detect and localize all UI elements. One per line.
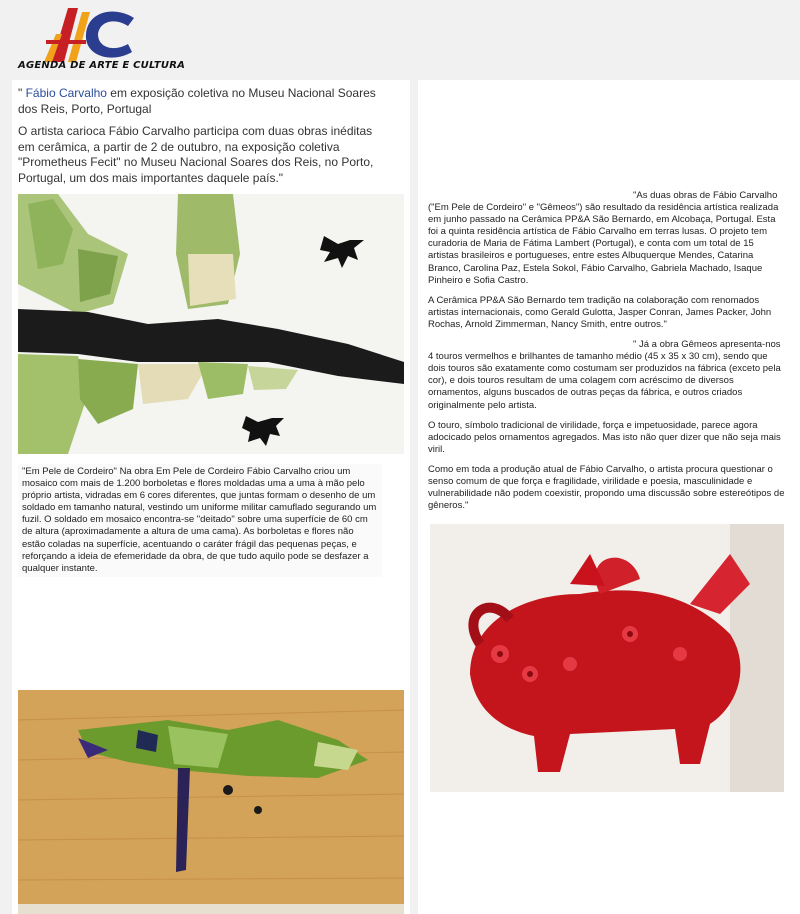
headline (18, 86, 392, 117)
artist-link[interactable]: Fábio Carvalho (25, 86, 107, 100)
gemeos-text: " Já a obra Gêmeos apresenta-nos 4 touros vermelhos e brilhantes de tamanho médio (45 x 35 x 30 cm), sendo que dois touros são exatamente como costumam ser produzidos na fábrica (exceto pela cor), e dois touros resultam de uma colagem com acréscimo de diversos ornamentos, alguns buscados de outras peças da fábrica, e outros criados originalmente pelo artista. (428, 339, 781, 411)
intro-paragraph: O artista carioca Fábio Carvalho participa com duas obras inéditas em cerâmica, a partir de 2 de outubro, na exposição coletiva "Prometheus Fecit" no Museu Nacional Soares dos Reis, no Porto, Portugal, um dos mais importantes daquele país." (18, 124, 374, 185)
headline-rest: em exposição coletiva no Museu Nacional Soares dos Reis, Porto, Portugal (18, 86, 376, 116)
residency-paragraph (428, 190, 786, 287)
em-pele-de-cordeiro-description: "Em Pele de Cordeiro" Na obra Em Pele de Cordeiro Fábio Carvalho criou um mosaico com mais de 1.200 borboletas e flores moldadas uma a uma à mão pelo próprio artista, vidradas em 6 cores diferentes, que juntas formam o desenho de um soldado em tamanho natural, vestindo um uniforme militar camuflado segurando um fuzil. O soldado em mosaico encontra-se "deitado" sobre uma superfície de 60 cm de altura (aproximadamente a altura de uma cama). As borboletas e flores não estão coladas na superfície, acentuando o caráter frágil das pequenas peças, e reforçando a ideia de efemeridade da obra, de que tudo aquilo pode se desfazer a qualquer instante. (18, 464, 382, 577)
bull-symbol-paragraph: O touro, símbolo tradicional de virilidade, força e impetuosidade, parece agora adocicado pelos ornamentos agregados. Mas isto não quer dizer que não seja mais viril. (428, 419, 781, 455)
right-article-text (428, 190, 786, 520)
quote-mark: " (18, 86, 26, 100)
red-bull-ceramic-photo (430, 524, 784, 792)
column-divider (412, 80, 417, 914)
ceramics-tradition-paragraph: A Cerâmica PP&A São Bernardo tem tradição na colaboração com renomados artistas internacionais, como Gerald Gulotta, Jasper Conran, James Packer, John Rochas, Arnold Zimmerman, Nancy Smith, entre outros." (428, 294, 772, 330)
artist-statement-paragraph: Como em toda a produção atual de Fábio Carvalho, o artista procura questionar o senso comum de que força e fragilidade, virilidade e poesia, masculinidade e vulnerabilidade não podem coexistir, propondo uma discussão sobre estereótipos de gêneros." (428, 463, 785, 512)
residency-text: "As duas obras de Fábio Carvalho ("Em Pele de Cordeiro" e "Gêmeos") são resultado da residência artística realizada em junho passado na Cerâmica PP&A São Bernardo, em Alcobaça, Portugal. Esta foi a quinta residência artística de Fábio Carvalho em terras lusas. O projeto tem curadoria de Maria de Fátima Lambert (Portugal), e conta com um total de 15 artistas brasileiros e portugueses, entre estes Albuquerque Mendes, Catarina Branco, Carolina Paz, Estela Sokol, Fábio Carvalho, Gabriela Machado, Isaque Pinheiro e Sofia Castro. (428, 190, 779, 286)
gemeos-paragraph (428, 339, 786, 412)
logo-tagline: AGENDA DE ARTE E CULTURA (18, 60, 186, 71)
butterfly-mosaic-photo (18, 194, 404, 454)
soldier-mosaic-photo (18, 690, 404, 914)
